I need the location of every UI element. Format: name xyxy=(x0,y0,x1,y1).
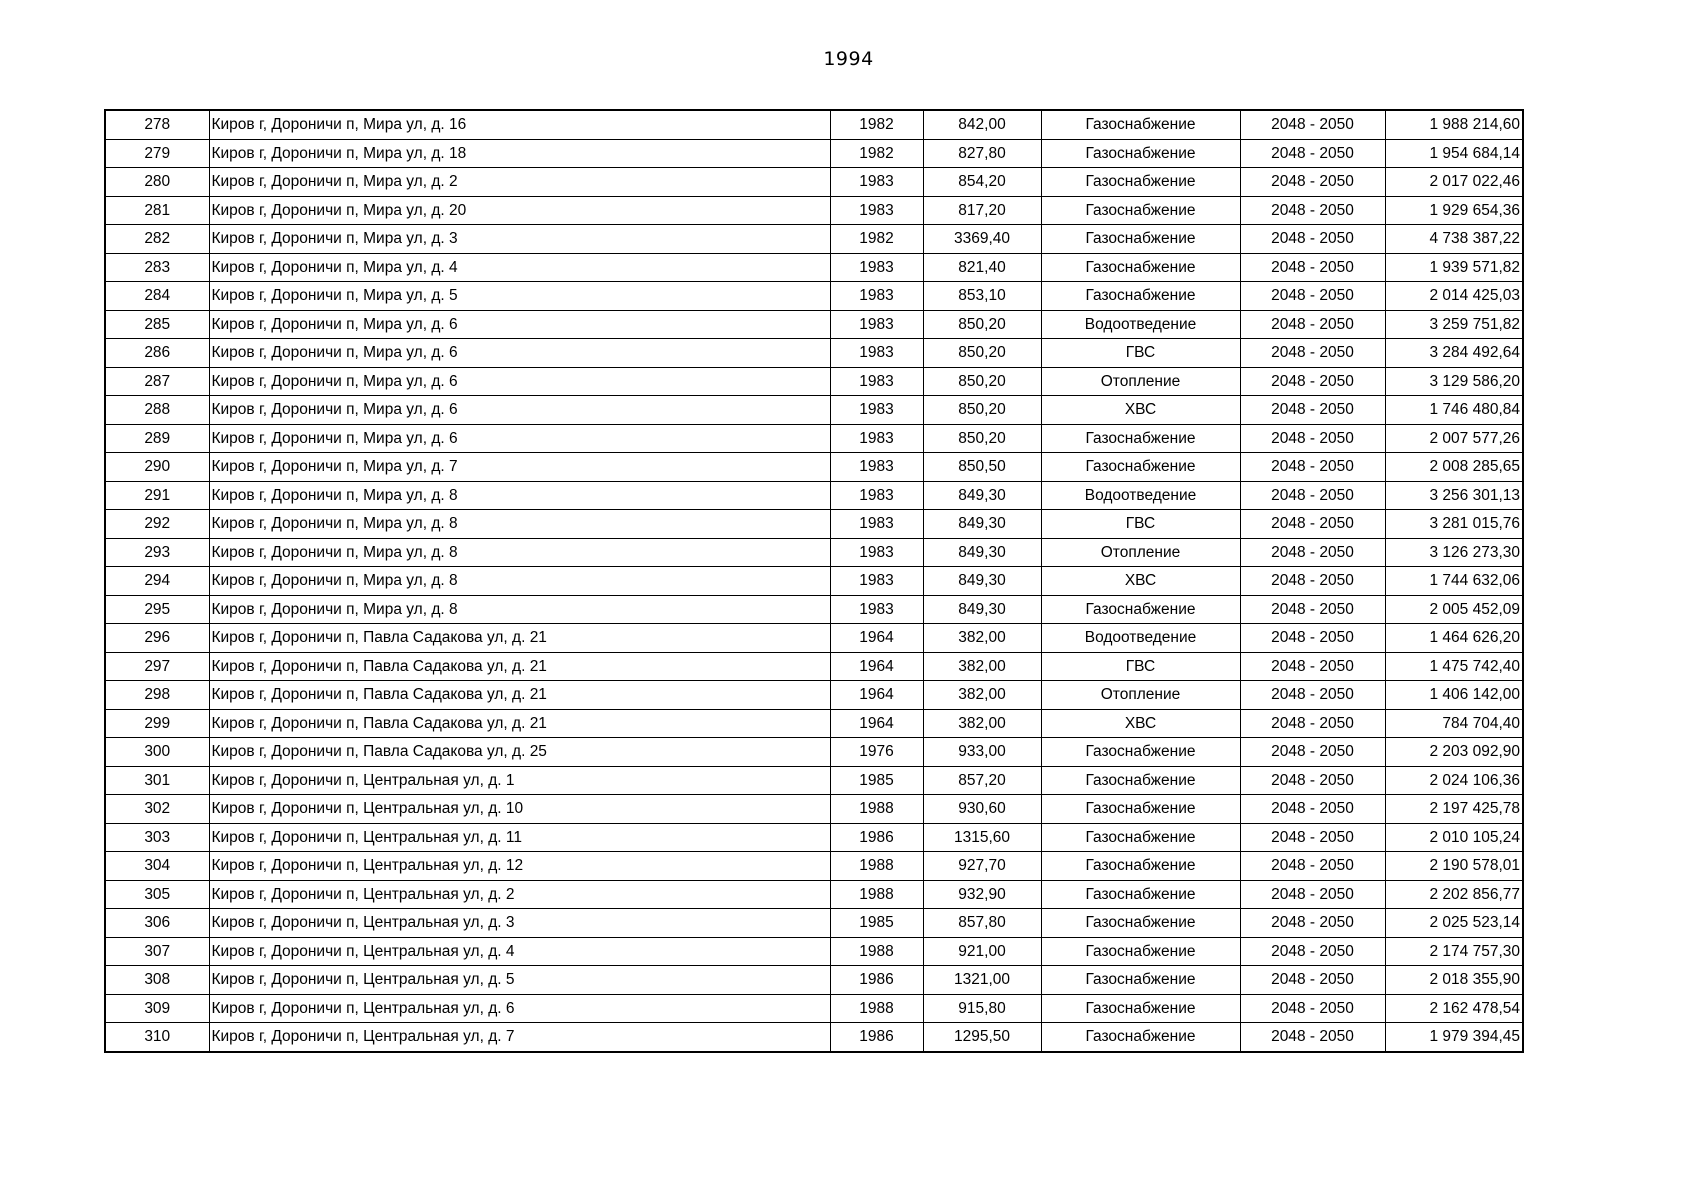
cost-cell: 2 014 425,03 xyxy=(1385,282,1523,311)
row-number-cell: 305 xyxy=(105,880,209,909)
planned-period-cell: 2048 - 2050 xyxy=(1240,110,1385,139)
area-cell: 930,60 xyxy=(923,795,1041,824)
row-number-cell: 304 xyxy=(105,852,209,881)
row-number-cell: 291 xyxy=(105,481,209,510)
cost-cell: 2 197 425,78 xyxy=(1385,795,1523,824)
address-cell: Киров г, Дороничи п, Мира ул, д. 6 xyxy=(209,424,830,453)
cost-cell: 2 017 022,46 xyxy=(1385,168,1523,197)
cost-cell: 1 744 632,06 xyxy=(1385,567,1523,596)
address-cell: Киров г, Дороничи п, Мира ул, д. 8 xyxy=(209,481,830,510)
area-cell: 857,20 xyxy=(923,766,1041,795)
service-type-cell: ХВС xyxy=(1041,709,1240,738)
planned-period-cell: 2048 - 2050 xyxy=(1240,909,1385,938)
address-cell: Киров г, Дороничи п, Центральная ул, д. 6 xyxy=(209,994,830,1023)
build-year-cell: 1985 xyxy=(830,766,923,795)
build-year-cell: 1983 xyxy=(830,510,923,539)
build-year-cell: 1983 xyxy=(830,538,923,567)
area-cell: 849,30 xyxy=(923,567,1041,596)
build-year-cell: 1983 xyxy=(830,310,923,339)
area-cell: 850,20 xyxy=(923,339,1041,368)
cost-cell: 1 929 654,36 xyxy=(1385,196,1523,225)
address-cell: Киров г, Дороничи п, Мира ул, д. 4 xyxy=(209,253,830,282)
address-cell: Киров г, Дороничи п, Центральная ул, д. 4 xyxy=(209,937,830,966)
cost-cell: 4 738 387,22 xyxy=(1385,225,1523,254)
area-cell: 927,70 xyxy=(923,852,1041,881)
table-row xyxy=(105,795,1523,824)
table-row xyxy=(105,738,1523,767)
row-number-cell: 301 xyxy=(105,766,209,795)
table-row xyxy=(105,766,1523,795)
area-cell: 1315,60 xyxy=(923,823,1041,852)
planned-period-cell: 2048 - 2050 xyxy=(1240,282,1385,311)
table-row xyxy=(105,966,1523,995)
table-row xyxy=(105,681,1523,710)
build-year-cell: 1986 xyxy=(830,1023,923,1052)
table-row xyxy=(105,538,1523,567)
address-cell: Киров г, Дороничи п, Мира ул, д. 8 xyxy=(209,510,830,539)
cost-cell: 1 746 480,84 xyxy=(1385,396,1523,425)
planned-period-cell: 2048 - 2050 xyxy=(1240,624,1385,653)
service-type-cell: ХВС xyxy=(1041,567,1240,596)
row-number-cell: 309 xyxy=(105,994,209,1023)
table-row xyxy=(105,652,1523,681)
row-number-cell: 285 xyxy=(105,310,209,339)
service-type-cell: Газоснабжение xyxy=(1041,139,1240,168)
cost-cell: 2 190 578,01 xyxy=(1385,852,1523,881)
cost-cell: 1 464 626,20 xyxy=(1385,624,1523,653)
service-type-cell: ГВС xyxy=(1041,339,1240,368)
build-year-cell: 1983 xyxy=(830,196,923,225)
cost-cell: 2 025 523,14 xyxy=(1385,909,1523,938)
service-type-cell: Газоснабжение xyxy=(1041,909,1240,938)
build-year-cell: 1964 xyxy=(830,624,923,653)
address-cell: Киров г, Дороничи п, Мира ул, д. 6 xyxy=(209,310,830,339)
area-cell: 827,80 xyxy=(923,139,1041,168)
row-number-cell: 308 xyxy=(105,966,209,995)
service-type-cell: Газоснабжение xyxy=(1041,168,1240,197)
area-cell: 821,40 xyxy=(923,253,1041,282)
build-year-cell: 1986 xyxy=(830,823,923,852)
cost-cell: 2 008 285,65 xyxy=(1385,453,1523,482)
planned-period-cell: 2048 - 2050 xyxy=(1240,453,1385,482)
address-cell: Киров г, Дороничи п, Мира ул, д. 8 xyxy=(209,538,830,567)
build-year-cell: 1988 xyxy=(830,937,923,966)
cost-cell: 2 018 355,90 xyxy=(1385,966,1523,995)
address-cell: Киров г, Дороничи п, Центральная ул, д. 7 xyxy=(209,1023,830,1052)
row-number-cell: 287 xyxy=(105,367,209,396)
cost-cell: 3 256 301,13 xyxy=(1385,481,1523,510)
table-row xyxy=(105,367,1523,396)
service-type-cell: Газоснабжение xyxy=(1041,595,1240,624)
planned-period-cell: 2048 - 2050 xyxy=(1240,339,1385,368)
planned-period-cell: 2048 - 2050 xyxy=(1240,823,1385,852)
row-number-cell: 307 xyxy=(105,937,209,966)
address-cell: Киров г, Дороничи п, Центральная ул, д. 5 xyxy=(209,966,830,995)
service-type-cell: Газоснабжение xyxy=(1041,282,1240,311)
planned-period-cell: 2048 - 2050 xyxy=(1240,738,1385,767)
planned-period-cell: 2048 - 2050 xyxy=(1240,880,1385,909)
table-row xyxy=(105,253,1523,282)
service-type-cell: Газоснабжение xyxy=(1041,823,1240,852)
address-cell: Киров г, Дороничи п, Центральная ул, д. 1 xyxy=(209,766,830,795)
row-number-cell: 298 xyxy=(105,681,209,710)
service-type-cell: Газоснабжение xyxy=(1041,880,1240,909)
planned-period-cell: 2048 - 2050 xyxy=(1240,139,1385,168)
table-row xyxy=(105,396,1523,425)
service-type-cell: Газоснабжение xyxy=(1041,795,1240,824)
planned-period-cell: 2048 - 2050 xyxy=(1240,795,1385,824)
address-cell: Киров г, Дороничи п, Мира ул, д. 2 xyxy=(209,168,830,197)
cost-cell: 3 281 015,76 xyxy=(1385,510,1523,539)
row-number-cell: 292 xyxy=(105,510,209,539)
service-type-cell: ГВС xyxy=(1041,510,1240,539)
area-cell: 849,30 xyxy=(923,538,1041,567)
row-number-cell: 280 xyxy=(105,168,209,197)
cost-cell: 2 162 478,54 xyxy=(1385,994,1523,1023)
address-cell: Киров г, Дороничи п, Мира ул, д. 6 xyxy=(209,367,830,396)
service-type-cell: ХВС xyxy=(1041,396,1240,425)
build-year-cell: 1983 xyxy=(830,424,923,453)
address-cell: Киров г, Дороничи п, Центральная ул, д. 3 xyxy=(209,909,830,938)
planned-period-cell: 2048 - 2050 xyxy=(1240,481,1385,510)
address-cell: Киров г, Дороничи п, Павла Садакова ул, д. 21 xyxy=(209,681,830,710)
area-cell: 842,00 xyxy=(923,110,1041,139)
service-type-cell: ГВС xyxy=(1041,652,1240,681)
planned-period-cell: 2048 - 2050 xyxy=(1240,994,1385,1023)
area-cell: 382,00 xyxy=(923,652,1041,681)
cost-cell: 2 005 452,09 xyxy=(1385,595,1523,624)
address-cell: Киров г, Дороничи п, Центральная ул, д. 11 xyxy=(209,823,830,852)
build-year-cell: 1983 xyxy=(830,339,923,368)
address-cell: Киров г, Дороничи п, Павла Садакова ул, д. 25 xyxy=(209,738,830,767)
table-row xyxy=(105,424,1523,453)
build-year-cell: 1982 xyxy=(830,139,923,168)
table-row xyxy=(105,225,1523,254)
address-cell: Киров г, Дороничи п, Мира ул, д. 8 xyxy=(209,595,830,624)
service-type-cell: Газоснабжение xyxy=(1041,966,1240,995)
planned-period-cell: 2048 - 2050 xyxy=(1240,681,1385,710)
build-year-cell: 1964 xyxy=(830,652,923,681)
service-type-cell: Газоснабжение xyxy=(1041,110,1240,139)
build-year-cell: 1983 xyxy=(830,253,923,282)
planned-period-cell: 2048 - 2050 xyxy=(1240,1023,1385,1052)
service-type-cell: Газоснабжение xyxy=(1041,994,1240,1023)
address-cell: Киров г, Дороничи п, Мира ул, д. 5 xyxy=(209,282,830,311)
cost-cell: 2 203 092,90 xyxy=(1385,738,1523,767)
row-number-cell: 295 xyxy=(105,595,209,624)
planned-period-cell: 2048 - 2050 xyxy=(1240,966,1385,995)
cost-cell: 1 979 394,45 xyxy=(1385,1023,1523,1052)
area-cell: 1321,00 xyxy=(923,966,1041,995)
planned-period-cell: 2048 - 2050 xyxy=(1240,196,1385,225)
cost-cell: 1 406 142,00 xyxy=(1385,681,1523,710)
address-cell: Киров г, Дороничи п, Мира ул, д. 8 xyxy=(209,567,830,596)
row-number-cell: 281 xyxy=(105,196,209,225)
registry-body xyxy=(105,110,1523,1052)
row-number-cell: 282 xyxy=(105,225,209,254)
area-cell: 849,30 xyxy=(923,510,1041,539)
row-number-cell: 288 xyxy=(105,396,209,425)
table-row xyxy=(105,852,1523,881)
service-type-cell: Газоснабжение xyxy=(1041,253,1240,282)
planned-period-cell: 2048 - 2050 xyxy=(1240,225,1385,254)
row-number-cell: 294 xyxy=(105,567,209,596)
table-row xyxy=(105,110,1523,139)
row-number-cell: 300 xyxy=(105,738,209,767)
planned-period-cell: 2048 - 2050 xyxy=(1240,709,1385,738)
cost-cell: 3 284 492,64 xyxy=(1385,339,1523,368)
row-number-cell: 279 xyxy=(105,139,209,168)
row-number-cell: 289 xyxy=(105,424,209,453)
service-type-cell: Газоснабжение xyxy=(1041,937,1240,966)
cost-cell: 3 126 273,30 xyxy=(1385,538,1523,567)
area-cell: 850,20 xyxy=(923,396,1041,425)
row-number-cell: 303 xyxy=(105,823,209,852)
build-year-cell: 1988 xyxy=(830,994,923,1023)
row-number-cell: 296 xyxy=(105,624,209,653)
table-row xyxy=(105,196,1523,225)
address-cell: Киров г, Дороничи п, Мира ул, д. 3 xyxy=(209,225,830,254)
area-cell: 850,20 xyxy=(923,367,1041,396)
build-year-cell: 1986 xyxy=(830,966,923,995)
table-row xyxy=(105,880,1523,909)
area-cell: 849,30 xyxy=(923,595,1041,624)
address-cell: Киров г, Дороничи п, Павла Садакова ул, д. 21 xyxy=(209,709,830,738)
area-cell: 382,00 xyxy=(923,681,1041,710)
build-year-cell: 1982 xyxy=(830,110,923,139)
area-cell: 382,00 xyxy=(923,709,1041,738)
service-type-cell: Отопление xyxy=(1041,681,1240,710)
address-cell: Киров г, Дороничи п, Павла Садакова ул, д. 21 xyxy=(209,624,830,653)
row-number-cell: 284 xyxy=(105,282,209,311)
row-number-cell: 283 xyxy=(105,253,209,282)
planned-period-cell: 2048 - 2050 xyxy=(1240,852,1385,881)
table-row xyxy=(105,510,1523,539)
area-cell: 854,20 xyxy=(923,168,1041,197)
cost-cell: 2 007 577,26 xyxy=(1385,424,1523,453)
row-number-cell: 290 xyxy=(105,453,209,482)
planned-period-cell: 2048 - 2050 xyxy=(1240,538,1385,567)
service-type-cell: Отопление xyxy=(1041,367,1240,396)
table-row xyxy=(105,139,1523,168)
area-cell: 849,30 xyxy=(923,481,1041,510)
cost-cell: 1 939 571,82 xyxy=(1385,253,1523,282)
planned-period-cell: 2048 - 2050 xyxy=(1240,253,1385,282)
table-row xyxy=(105,709,1523,738)
planned-period-cell: 2048 - 2050 xyxy=(1240,595,1385,624)
build-year-cell: 1983 xyxy=(830,367,923,396)
area-cell: 850,50 xyxy=(923,453,1041,482)
area-cell: 921,00 xyxy=(923,937,1041,966)
address-cell: Киров г, Дороничи п, Мира ул, д. 16 xyxy=(209,110,830,139)
planned-period-cell: 2048 - 2050 xyxy=(1240,937,1385,966)
planned-period-cell: 2048 - 2050 xyxy=(1240,510,1385,539)
build-year-cell: 1976 xyxy=(830,738,923,767)
build-year-cell: 1985 xyxy=(830,909,923,938)
cost-cell: 1 988 214,60 xyxy=(1385,110,1523,139)
table-row xyxy=(105,937,1523,966)
area-cell: 1295,50 xyxy=(923,1023,1041,1052)
service-type-cell: Газоснабжение xyxy=(1041,852,1240,881)
table-row xyxy=(105,909,1523,938)
table-row xyxy=(105,282,1523,311)
planned-period-cell: 2048 - 2050 xyxy=(1240,567,1385,596)
address-cell: Киров г, Дороничи п, Павла Садакова ул, д. 21 xyxy=(209,652,830,681)
table-row xyxy=(105,624,1523,653)
cost-cell: 1 954 684,14 xyxy=(1385,139,1523,168)
service-type-cell: Водоотведение xyxy=(1041,624,1240,653)
address-cell: Киров г, Дороничи п, Центральная ул, д. 2 xyxy=(209,880,830,909)
build-year-cell: 1982 xyxy=(830,225,923,254)
build-year-cell: 1988 xyxy=(830,795,923,824)
area-cell: 932,90 xyxy=(923,880,1041,909)
service-type-cell: Газоснабжение xyxy=(1041,196,1240,225)
build-year-cell: 1988 xyxy=(830,852,923,881)
area-cell: 382,00 xyxy=(923,624,1041,653)
page-number: 1994 xyxy=(823,48,874,70)
cost-cell: 1 475 742,40 xyxy=(1385,652,1523,681)
build-year-cell: 1988 xyxy=(830,880,923,909)
build-year-cell: 1983 xyxy=(830,567,923,596)
row-number-cell: 310 xyxy=(105,1023,209,1052)
row-number-cell: 293 xyxy=(105,538,209,567)
cost-cell: 2 174 757,30 xyxy=(1385,937,1523,966)
row-number-cell: 302 xyxy=(105,795,209,824)
area-cell: 853,10 xyxy=(923,282,1041,311)
address-cell: Киров г, Дороничи п, Мира ул, д. 6 xyxy=(209,339,830,368)
build-year-cell: 1964 xyxy=(830,681,923,710)
row-number-cell: 297 xyxy=(105,652,209,681)
address-cell: Киров г, Дороничи п, Мира ул, д. 6 xyxy=(209,396,830,425)
address-cell: Киров г, Дороничи п, Центральная ул, д. 10 xyxy=(209,795,830,824)
service-type-cell: Газоснабжение xyxy=(1041,1023,1240,1052)
address-cell: Киров г, Дороничи п, Мира ул, д. 20 xyxy=(209,196,830,225)
row-number-cell: 306 xyxy=(105,909,209,938)
area-cell: 850,20 xyxy=(923,310,1041,339)
cost-cell: 3 259 751,82 xyxy=(1385,310,1523,339)
address-cell: Киров г, Дороничи п, Мира ул, д. 18 xyxy=(209,139,830,168)
area-cell: 857,80 xyxy=(923,909,1041,938)
cost-cell: 2 202 856,77 xyxy=(1385,880,1523,909)
cost-cell: 784 704,40 xyxy=(1385,709,1523,738)
area-cell: 933,00 xyxy=(923,738,1041,767)
area-cell: 850,20 xyxy=(923,424,1041,453)
table-row xyxy=(105,595,1523,624)
service-type-cell: Газоснабжение xyxy=(1041,225,1240,254)
service-type-cell: Газоснабжение xyxy=(1041,453,1240,482)
service-type-cell: Водоотведение xyxy=(1041,310,1240,339)
build-year-cell: 1983 xyxy=(830,453,923,482)
service-type-cell: Газоснабжение xyxy=(1041,738,1240,767)
table-row xyxy=(105,567,1523,596)
table-row xyxy=(105,481,1523,510)
planned-period-cell: 2048 - 2050 xyxy=(1240,168,1385,197)
planned-period-cell: 2048 - 2050 xyxy=(1240,367,1385,396)
table-row xyxy=(105,168,1523,197)
build-year-cell: 1964 xyxy=(830,709,923,738)
service-type-cell: Водоотведение xyxy=(1041,481,1240,510)
cost-cell: 3 129 586,20 xyxy=(1385,367,1523,396)
address-cell: Киров г, Дороничи п, Центральная ул, д. 12 xyxy=(209,852,830,881)
service-type-cell: Газоснабжение xyxy=(1041,766,1240,795)
area-cell: 817,20 xyxy=(923,196,1041,225)
table-row xyxy=(105,310,1523,339)
area-cell: 915,80 xyxy=(923,994,1041,1023)
build-year-cell: 1983 xyxy=(830,282,923,311)
planned-period-cell: 2048 - 2050 xyxy=(1240,424,1385,453)
cost-cell: 2 024 106,36 xyxy=(1385,766,1523,795)
table-row xyxy=(105,823,1523,852)
build-year-cell: 1983 xyxy=(830,595,923,624)
planned-period-cell: 2048 - 2050 xyxy=(1240,766,1385,795)
planned-period-cell: 2048 - 2050 xyxy=(1240,310,1385,339)
build-year-cell: 1983 xyxy=(830,481,923,510)
planned-period-cell: 2048 - 2050 xyxy=(1240,396,1385,425)
row-number-cell: 286 xyxy=(105,339,209,368)
address-cell: Киров г, Дороничи п, Мира ул, д. 7 xyxy=(209,453,830,482)
table-row xyxy=(105,1023,1523,1052)
service-type-cell: Отопление xyxy=(1041,538,1240,567)
row-number-cell: 278 xyxy=(105,110,209,139)
cost-cell: 2 010 105,24 xyxy=(1385,823,1523,852)
service-type-cell: Газоснабжение xyxy=(1041,424,1240,453)
build-year-cell: 1983 xyxy=(830,396,923,425)
table-row xyxy=(105,339,1523,368)
table-row xyxy=(105,994,1523,1023)
build-year-cell: 1983 xyxy=(830,168,923,197)
registry-table xyxy=(104,109,1524,1053)
planned-period-cell: 2048 - 2050 xyxy=(1240,652,1385,681)
area-cell: 3369,40 xyxy=(923,225,1041,254)
row-number-cell: 299 xyxy=(105,709,209,738)
table-row xyxy=(105,453,1523,482)
